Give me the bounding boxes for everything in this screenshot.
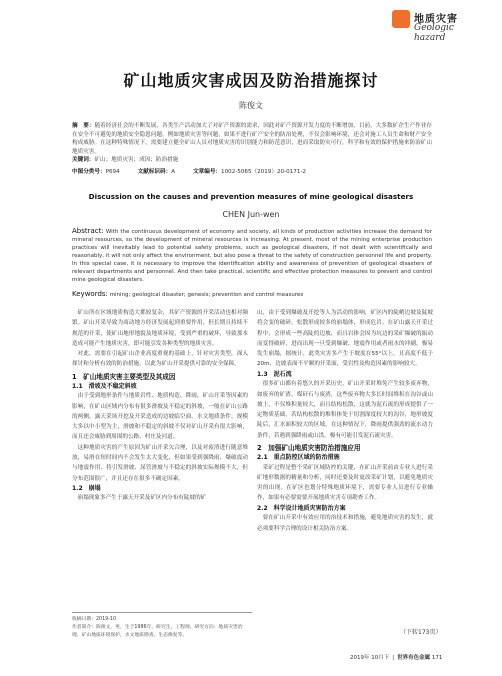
doc-code-label: 文献标识码： (137, 169, 172, 175)
page-footer: 2019年 10月下 | 世界有色金属 171 (350, 655, 443, 661)
received-date: 收稿日期：2019-10 (72, 617, 117, 622)
clc-label: 中图分类号： (72, 169, 106, 175)
en-keywords (72, 290, 432, 298)
en-abstract-text: With the continuous development of economy and society, all kinds of production activities increase the demand for mineral resources, so the development of mineral resources is increasing. At present, most of the mining enterprise production practices will inevitably lead to potential safety problems, such as geological disasters, if not dealt with scientifically and reasonably, it will not only affect the environment, but also pose a threat to the safety of construction personnel life and property. In this special case, it is necessary to improve the identification ability and awareness of prevention of geological disasters of relevant departments and personnel. And then take practical, scientific and effective protection measures to prevent and control mine geological disasters. (72, 229, 432, 283)
body-right-column (257, 308, 433, 534)
continued-note: （下转173页） (400, 629, 442, 636)
abstract-cn (72, 122, 432, 165)
en-keywords-label: Keywords: (72, 290, 108, 298)
page-number: 171 (431, 655, 443, 661)
paragraph: 这种地质灾害的产生原因为矿山开采欠合理，以及对废渣进行随意堆放，易滑在短时间内不会发生太大变化，但如果受到强降雨、爆破震动与地震作用，将引发滑坡、尿管滑坡与不稳定的斜坡实际规模不大，但分布范围很广，并且还存在很多不确定因素。 (72, 444, 248, 482)
paragraph: 很多矿山都有着悠久的开采历史，矿山开采时堆免产生较多废弃物，如废弃的矿渣、煤矸石与废渣，这些废弃物大多长时间堆积在沟谷或山坡上，不仅堆积量较大，而且结构松散，这就为泥石流的形成提供了一定物质基础，若结构松散的堆积体处于切割深度较大的沟谷，地形坡度陡后，汇水面积较大的区域，在这种情况下，降雨提供强劲的流水动力条件，若遇到强降雨或山洪，极有可能引发泥石流灾害。 (257, 381, 433, 439)
abstract-label: 摘 要： (72, 123, 95, 129)
doc-code-value: A (171, 169, 176, 175)
footer-journal: 世界有色金属 (397, 655, 431, 661)
body-left-column (72, 308, 248, 504)
logo-badge-icon (392, 10, 410, 28)
footnote (72, 612, 252, 640)
keywords-text: 矿山；地质灾害；成因；防治措施 (94, 157, 179, 164)
subsection-heading: 1.2 崩塌 (72, 484, 101, 492)
keywords-label: 关键词： (72, 157, 95, 164)
subsection-heading: 1.1 滑坡及不稳定斜坡 (72, 382, 137, 390)
paragraph: 采矿过程是整个采矿区域防控的关键，在矿山开采前由专业人进行采矿地形数据的精量和分析，同时还要及时更改采矿计划，以避免地质灾害的出现。在矿区也划分特殊地质环境下，需要专业人员进行专业操作，如果有必要需要开展地质灾害专项勘查工作。 (257, 464, 433, 502)
en-author: CHEN Jun-wen (222, 210, 280, 219)
paragraph: 山，由于受到爆破及开挖等人为活动的影响，矿区内的陡峭边坡及陡坡将会变的破碎，松散形成较多的崩塌体，形成危岩。在矿山露天开采过程中，会形成一些高陡的边坡，而且岩体会因为坑边的采矿爆破的振动而变得破碎，进而出现一旦受到爆破、地震作用或者雨水的冲刷，极易发生崩塌，据统计，此类灾害多产生于坡度在55°以上，且高度不低于20m，边坡表面不平顺的开采面，受岩性及构造因素的影响较大。 (257, 310, 433, 368)
subsection-heading: 2.1 重点防控区域的防治措施 (257, 454, 340, 462)
paragraph: 矿山所在区域地质构造大都较复杂，其矿产资源的开采活动也相对频繁。矿山开采导致为商动地方经济发展起到重要作用，但长期且持续不规范的开采，使矿山地形地貌及地质环境，受到严重的破坏，导致那本造成可能产生地质灾害，即可能引发各种类型的地质灾害。 (72, 310, 248, 347)
paragraph: 对此，需要在引起矿山企业高度重视的基础上，针对灾害类型，深入探讨和分析有效的防治措施，以此为矿山开采提供可靠的安全保障。 (72, 351, 248, 368)
clc-value: P694 (105, 169, 120, 175)
paragraph: 由于受到地形条件与地质岩性、地质构造、降雨、矿山开采等因素的影响，在矿山区域内分布有很多滑坡及不稳定的斜坡，一般在矿山公路的两侧，露天采场开挖及开采造成的边坡临空面、水文地质条件、规模大多以中小型为主，滑坡和不稳定的斜坡不仅对矿山开采有很大影响，而且还会威胁到周围的公路、村庄及河道。 (72, 393, 248, 441)
article-meta (72, 167, 432, 175)
section-heading: 1 矿山地质灾害主要类型及其成因 (72, 372, 176, 381)
section-heading: 2 加强矿山地质灾害防治措施应用 (257, 444, 361, 453)
author-info: 作者简介：陈俊文，男，生于1986年，研究生，工程师，研究方向：地质灾害治理，矿山地质环境保护，水文地质勘查，生态修复等。 (72, 625, 243, 638)
subsection-heading: 1.3 泥石流 (257, 370, 292, 378)
en-abstract-label: Abstract: (72, 227, 104, 235)
paragraph: 崩塌现象多产生于露天开采及矿区内分布有陡坡的矿 (77, 495, 207, 502)
en-keywords-text: mining; geological disaster; genesis; prevention and control measures (109, 292, 304, 298)
article-author: 陈俊文 (239, 101, 263, 110)
article-title: 矿山地质灾害成因及防治措施探讨 (123, 71, 379, 90)
article-no-label: 文章编号： (193, 169, 222, 175)
paragraph: 要在矿山开采中有效应用的治技术和措施，避免地质灾害的发生，就必须要科学合理的设计相关防治方案。 (257, 515, 433, 532)
subsection-heading: 2.2 科学设计地质灾害防治方案 (257, 504, 346, 512)
logo-en-text: Geologic hazard (414, 23, 454, 43)
article-no-value: 1002-5065（2019）20-0171-2 (221, 169, 306, 175)
en-abstract (72, 227, 432, 284)
logo-cn-text: 地质灾害 (414, 14, 458, 25)
en-title: Discussion on the causes and prevention measures of mine geological disasters (88, 192, 414, 201)
abstract-text: 随着经济社会的不断发展，各类生产活动加大了对矿产资源的需求，因此对矿产资源开发力度的不断增加，目前，大多数矿企生产作业存在安全不可避免的地质安全隐患问题，例如地质灾害等问题，如果不进行矿产安全的防治处理，不仅会影响环境，还会对施工人员生命和财产安全构成威胁。在这种特殊情况下，需要建立健全矿山人员对地质灾害的识别能力和防范意识，进而采取防灾可行，科学和有效的保护措施来防治矿山地质灾害。 (72, 123, 432, 155)
journal-logo (392, 10, 488, 43)
footer-date: 2019年 10月下 (350, 655, 390, 661)
